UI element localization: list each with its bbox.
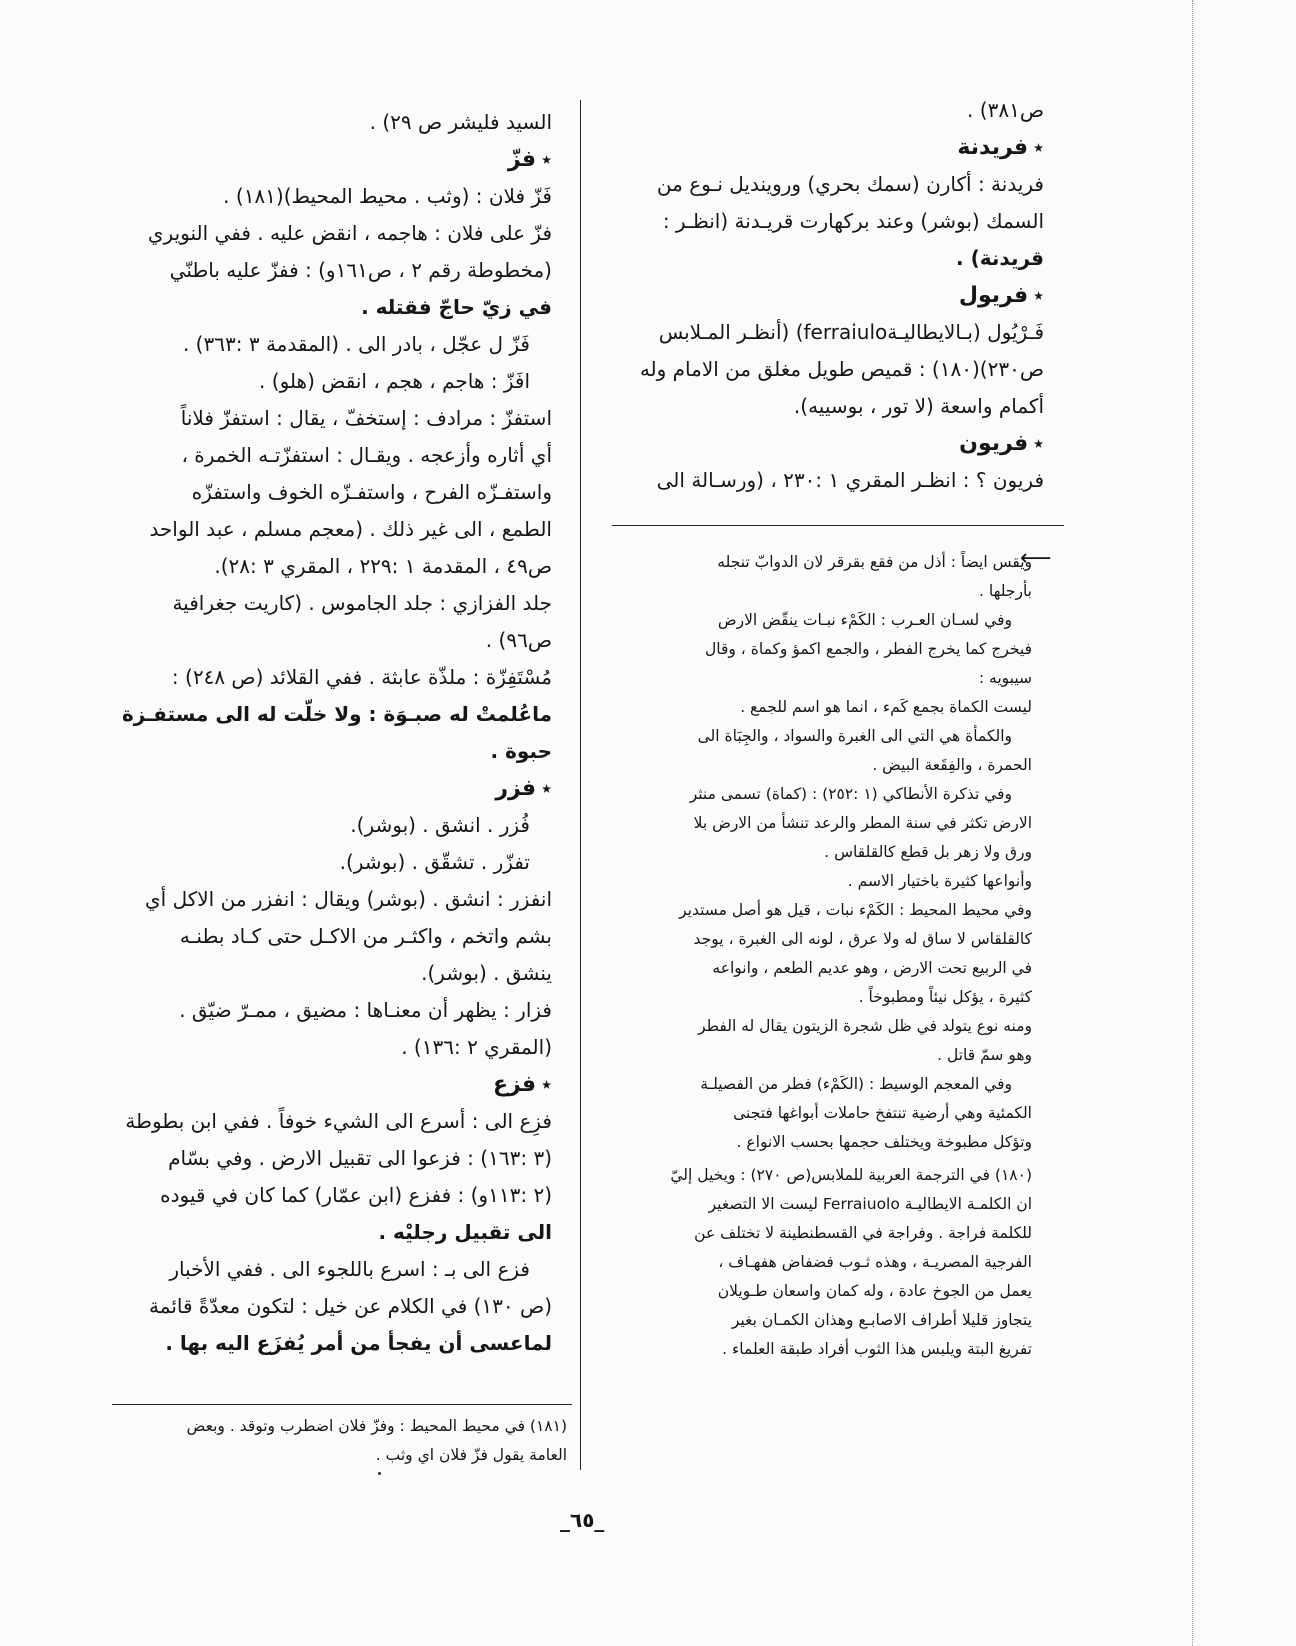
entry-line: انفزر : انشق . (بوشر) ويقال : انفزر من الاكل أي xyxy=(145,887,552,911)
headword xyxy=(612,277,1044,314)
headword-text: فزّ xyxy=(508,147,537,172)
headword-text: فزع xyxy=(492,1072,537,1097)
footnote-line: الفرجية المصريـة ، وهذه ثـوب فضفاض هفهـاف ، xyxy=(718,1253,1032,1271)
entry-line: افَزّ : هاجم ، هجم ، انقض (هلو) . xyxy=(259,369,530,393)
entry-line: فزار : يظهر أن معنـاها : مضيق ، ممـرّ ضيّق . xyxy=(179,998,552,1022)
left-column xyxy=(112,104,552,1362)
entry-line: حبوة . xyxy=(490,739,552,763)
headword xyxy=(612,129,1044,166)
entry-line: ص٩٦) . xyxy=(485,628,552,652)
footnote-line: يتجاوز قليلا أطراف الاصابـع وهذان الكمـان بغير xyxy=(731,1311,1032,1329)
footnote-line: وفي المعجم الوسيط : (الكَمْء) فطر من الفصيلـة xyxy=(700,1075,1012,1093)
entry-line: فَزّ ل عجّل ، بادر الى . (المقدمة ٣ :٣٦٣) . xyxy=(182,332,530,356)
entry-line: بشم واتخم ، واكثـر من الاكـل حتى كـاد بطنـه xyxy=(179,924,552,948)
footnote-separator-right xyxy=(612,525,1064,526)
headword-text: فريون xyxy=(959,431,1029,456)
entry-line: جلد الفزازي : جلد الجاموس . (كاريت جغرافية xyxy=(172,591,552,615)
continuation-arrow-icon: ⟵ xyxy=(1020,546,1052,571)
headword xyxy=(112,141,552,178)
footnote-separator-left xyxy=(112,1404,572,1405)
footnote-line: يعمل من الجوخ عادة ، وله كمان واسعان طـويلان xyxy=(717,1282,1032,1300)
page-number: _٦٥_ xyxy=(560,1508,605,1532)
footnote-line: فيخرج كما يخرج الفطر ، والجمع اكمؤ وكماة ، وقال xyxy=(704,640,1032,658)
asterisk-icon: ٭ xyxy=(541,1072,552,1096)
scan-speck xyxy=(378,1472,381,1475)
entry-line: في زيّ حاجّ فقتله . xyxy=(361,295,552,319)
entry-line: الى تقبيل رجليْه . xyxy=(378,1220,552,1244)
entry-line: استفزّ : مرادف : إستخفّ ، يقال : استفزّ فلاناً xyxy=(180,406,552,430)
footnote-line: والكمأة هي التي الى الغبرة والسواد ، والجِبَاة الى xyxy=(697,727,1012,745)
footnote-line: كثيرة ، يؤكل نيئاً ومطبوخاً . xyxy=(858,988,1032,1006)
entry-line: فَزّ فلان : (وثب . محيط المحيط)(١٨١) . xyxy=(223,184,552,208)
entry-line: ص٤٩ ، المقدمة ١ :٢٢٩ ، المقري ٣ :٢٨). xyxy=(214,554,552,578)
footnote-line: الحمرة ، والفِقَعة البيض . xyxy=(872,756,1032,774)
entry-line: فُزر . انشق . (بوشر). xyxy=(350,813,530,837)
footnote-line: في الربيع تحت الارض ، وهو عديم الطعم ، وانواعه xyxy=(712,959,1032,977)
entry-line: مُسْتَفِزّة : ملذّة عابثة . ففي القلائد (ص ٢٤٨) : xyxy=(171,665,552,689)
entry-line: ماعُلمتْ له صبـوَة : ولا خلّت له الى مستفـزة xyxy=(122,702,552,726)
column-divider xyxy=(580,100,581,1470)
entry-line: ينشق . (بوشر). xyxy=(421,961,552,985)
footnote-line: للكلمة فراجة . وفراجة في القسطنطينة لا تختلف عن xyxy=(694,1224,1032,1242)
footnote-line: (١٨٠) في الترجمة العربية للملابس(ص ٢٧٠) : ويخيل إليّ xyxy=(670,1166,1032,1184)
entry-line: أكمام واسعة (لا تور ، بوسييه). xyxy=(793,394,1044,418)
entry-line: فزِع الى : أسرع الى الشيء خوفاً . ففي ابن بطوطة xyxy=(125,1109,552,1133)
footnote-line: وتؤكل مطبوخة ويختلف حجمها بحسب الانواع . xyxy=(736,1133,1032,1151)
headword xyxy=(612,425,1044,462)
entry-line: الطمع ، الى غير ذلك . (معجم مسلم ، عبد الواحد xyxy=(149,517,552,541)
footnote-line: سيبويه : xyxy=(978,669,1032,687)
asterisk-icon: ٭ xyxy=(1033,135,1044,159)
entry-line: لماعسى أن يفجأ من أمر يُفزَع اليه بها . xyxy=(165,1331,552,1355)
headword-text: فزر xyxy=(495,776,537,801)
footnote-line: وهو سمّ قاتل . xyxy=(937,1046,1032,1064)
footnote-line: وأنواعها كثيرة باختيار الاسم . xyxy=(847,872,1032,890)
footnote-line: (١٨١) في محيط المحيط : وفزّ فلان اضطرب وتوقد . وبعض xyxy=(186,1417,567,1435)
footnote-line: وفي لسـان العـرب : الكَمْء نبـات ينقّض الارض xyxy=(717,611,1012,629)
footnote-line: كالقلقاس لا ساق له ولا عرق ، لونه الى الغبرة ، يوجد xyxy=(693,930,1032,948)
entry-line: (مخطوطة رقم ٢ ، ص١٦١و) : ففزّ عليه باطنّي xyxy=(169,258,552,282)
headword-text: فريول xyxy=(958,283,1029,308)
entry-line: فريون ؟ : انظـر المقري ١ :٢٣٠ ، (ورسـالة الى xyxy=(656,468,1044,492)
right-column xyxy=(612,92,1044,499)
entry-line: (المقري ٢ :١٣٦) . xyxy=(401,1035,552,1059)
asterisk-icon: ٭ xyxy=(541,147,552,171)
entry-line: (ص ١٣٠) في الكلام عن خيل : لتكون معدّةً قائمة xyxy=(149,1294,552,1318)
entry-line: قريدنة) . xyxy=(956,246,1044,270)
headword-text: فريدنة xyxy=(957,135,1029,160)
footnote-line: العامة يقول فزّ فلان اي وثب . xyxy=(375,1446,567,1464)
entry-line: فريدنة : أكارن (سمك بحري) وروينديل نـوع من xyxy=(656,172,1044,196)
entry-line: فزّ على فلان : هاجمه ، انقض عليه . ففي النويري xyxy=(147,221,552,245)
footnote-line: وفي تذكرة الأنطاكي (١ :٢٥٢) : (كماة) تسمى منثر xyxy=(689,785,1012,803)
entry-line: (٣ :١٦٣) : فزعوا الى تقبيل الارض . وفي بسّام xyxy=(168,1146,552,1170)
footnote-line: ومنه نوع يتولد في ظل شجرة الزيتون يقال له الفطر xyxy=(698,1017,1032,1035)
entry-line: تفزّر . تشقّق . (بوشر). xyxy=(339,850,530,874)
asterisk-icon: ٭ xyxy=(1033,431,1044,455)
entry-line: السيد فليشر ص ٢٩) . xyxy=(369,110,552,134)
asterisk-icon: ٭ xyxy=(1033,283,1044,307)
entry-line: السمك (بوشر) وعند بركهارت قريـدنة (انظـر : xyxy=(662,209,1044,233)
asterisk-icon: ٭ xyxy=(541,776,552,800)
entry-line: فزع الى بـ : اسرع باللجوء الى . ففي الأخبار xyxy=(169,1257,530,1281)
page-edge xyxy=(1192,0,1193,1646)
footnote-line: ان الكلمـة الايطاليـة Ferraiuolo ليست الا التصغير xyxy=(708,1195,1032,1213)
entry-line: واستفـزّه الفرح ، واستفـزّه الخوف واستفزّه xyxy=(191,480,552,504)
footnote-line: وفي محيط المحيط : الكَمْء نبات ، قيل هو أصل مستدير xyxy=(679,901,1032,919)
entry-line: ص٣٨١) . xyxy=(967,98,1044,122)
footnote-line: تفريغ البتة ويلبس هذا الثوب أفراد طبقة العلماء . xyxy=(722,1340,1032,1358)
headword xyxy=(112,770,552,807)
footnotes-left xyxy=(112,1412,567,1470)
entry-line: فَـرْيُول (بـالايطاليـةferraiulo) (أنظـر المـلابس xyxy=(658,320,1044,344)
footnote-line: الارض تكثر في سنة المطر والرعد تنشأ من الارض بلا xyxy=(693,814,1032,832)
footnote-line: ويقس ايضاً : أذل من فقع بقرقر لان الدوابّ تنجله xyxy=(717,553,1032,571)
entry-line: أي أثاره وأزعجه . ويقـال : استفزّتـه الخمرة ، xyxy=(181,443,552,467)
footnote-line: الكمئية وهي أرضية تنتفخ حاملات أبواغها فتجنى xyxy=(733,1104,1032,1122)
entry-line: (٢ :١١٣و) : ففزع (ابن عمّار) كما كان في قيوده xyxy=(160,1183,552,1207)
footnote-line: بأرجلها . xyxy=(979,582,1032,600)
footnotes-right xyxy=(612,548,1032,1364)
footnote-line: ورق ولا زهر بل قطع كالقلقاس . xyxy=(824,843,1032,861)
headword xyxy=(112,1066,552,1103)
entry-line: ص٢٣٠)(١٨٠) : قميص طويل مغلق من الامام وله xyxy=(639,357,1044,381)
footnote-line: ليست الكماة بجمع كَمء ، انما هو اسم للجمع . xyxy=(740,698,1032,716)
